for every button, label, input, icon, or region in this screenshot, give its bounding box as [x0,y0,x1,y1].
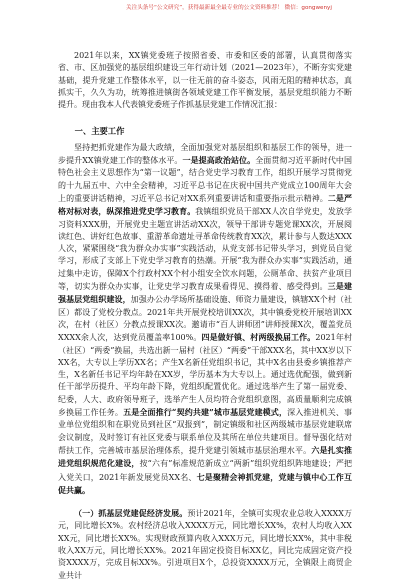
intro-paragraph: 2021年以来，XX镇党委班子按照省委、市委和区委的部署，认真贯彻落实省、市、区加强党的基层组织建设三年行动计划（2021—2023年），不断夯实党建基础，提升党建工作整体水平，以一往无前的奋斗姿态，风雨无阻的精神状态，真抓实干，久久为功，统筹推进镇街各领域党建工作平衡发展，基层党组织能力不断提升。现由我本人代表镇党委班子作抓基层党建工作情况汇报： [58,51,352,110]
subsection-paragraph [58,507,352,580]
paragraph-run: 加强办公办学场所基础设施、师资力量建设，镇辖XX个村（社区）都设了党校分教点。2021年共开展党校培训XX次，其中镇委党校开展培训XX次，在村（社区）分教点授课XX次。邀请市“百人讲师团”讲师授课X次，覆盖党员XXXX余人次，达到党员覆盖率100%。 [58,295,352,343]
paragraph-run: 2021年村（社区）“两委”换届，共选出新一届村（社区）“两委”干部XXX名，其中XX岁以下XX名，大专以上学历XX名；产生X名新任党组织书记，其中X名由县委乡镇推荐产生，X名新任书记平均年龄在XX岁，学历基本为大专以上。通过选优配强，做到新任干部学历提升、平均年龄下降，党组织配置优化。通过选举产生了第一届党委、纪委，人大、政府领导班子，选举产生人员均符合党组织意图，高质量顺利完成镇乡换届工作任务。 [58,333,352,418]
subsection-text: 预计2021年，全镇可实现农业总收入XXXX万元，同比增长X%。农村经济总收入XXXX万元，同比增长XX%，农村人均收入XXXX元，同比增长XX%。实现财政预算内收入XXX万元，同比增长XX%，其中非税收入XX万元，同比增长XX%。2021年固定投资目标XX亿，同比完成固定资产投资XXXX万，完成目标XX%。引进项目X个，总投资XXXX万元，全镇限上商贸企业共计 [58,509,353,580]
numbered-point-lead: 二是严格对标对表，纵深推进党史学习教育。 [58,192,353,217]
numbered-point-lead: 三是建强基层党组织建设， [58,281,352,305]
numbered-point-lead: 四是做好镇、村两级换届工作。 [201,332,316,343]
paragraph-run: 坚持把抓党建作为最大政绩，全面加强党对基层组织和基层工作的领导，进一步提升XX镇党建工作的整体水平。 [58,142,352,166]
paragraph-run: 全面贯彻习近平新时代中国特色社会主义思想作为“第一议题”，结合党史学习教育工作，组织开展学习贯彻党的十九届五中、六中全会精神，习近平总书记在庆祝中国共产党成立100周年大会上的重要讲话精神，习近平总书记对XX系列重要讲话和重要指示批示精神。 [58,156,353,203]
numbered-point-lead: 五是全面推行“契约共建”城市基层党建模式， [123,407,288,418]
document-body [58,50,352,580]
main-work-paragraph [58,142,352,497]
subsection-heading: （一）抓基层党建促经济发展。 [74,508,188,519]
numbered-point-lead: 一是提高政治站位。 [182,155,256,166]
numbered-point-lead: 七是聚精会神抓党建，党建与镇中心工作互促共赢。 [58,471,353,495]
section-heading: 一、主要工作 [74,126,125,137]
paragraph-run: 深入推进机关、事业单位党组织和在职党员到社区“双报到”，制定镇级和社区两级城市基层党建联席会议制度，及时签订有社区党委与联系单位及其所在单位共建项目。督导强化结对帮扶工作，完善城市基层治理体系，提升党建引领城市基层治理水平。 [58,408,353,455]
numbered-point-lead: 六是扎实推进党组织规范化建设， [58,444,352,469]
paragraph-run: 我镇组织党员干部XX人次自学党史，发放学习资料XXX册，开展党史主题宣讲活动XX次，领导干部讲专题党课XX次，开展阅读红色、讲好红色故事、重游革命遗址寻革命传统教育XX次，累计参与人数达XXX人次，紧紧围绕“我为群众办实事”实践活动，从党支部书记带头学习，到党员自觉学习，形成了支部上下党史学习教育的热潮。开展“我为群众办实事”实践活动，通过集中走访，保障X个行政村XX个村小组安全饮水问题，公厕革命、扶贫产业项目等，切实为群众办实事，让党史学习教育成果看得见、摸得着、感受得到。 [58,207,352,292]
header-promo-note: 关注头条号“公文研究”，获得最新最全最专业的公文资料推荐！ 微信：gongwenyj [126,5,332,11]
paragraph-run: 按“六有”标准规范新成立“两新”组织党组织阵地建设；严把入党关口，2021年新发展党员XX名、 [58,459,353,482]
